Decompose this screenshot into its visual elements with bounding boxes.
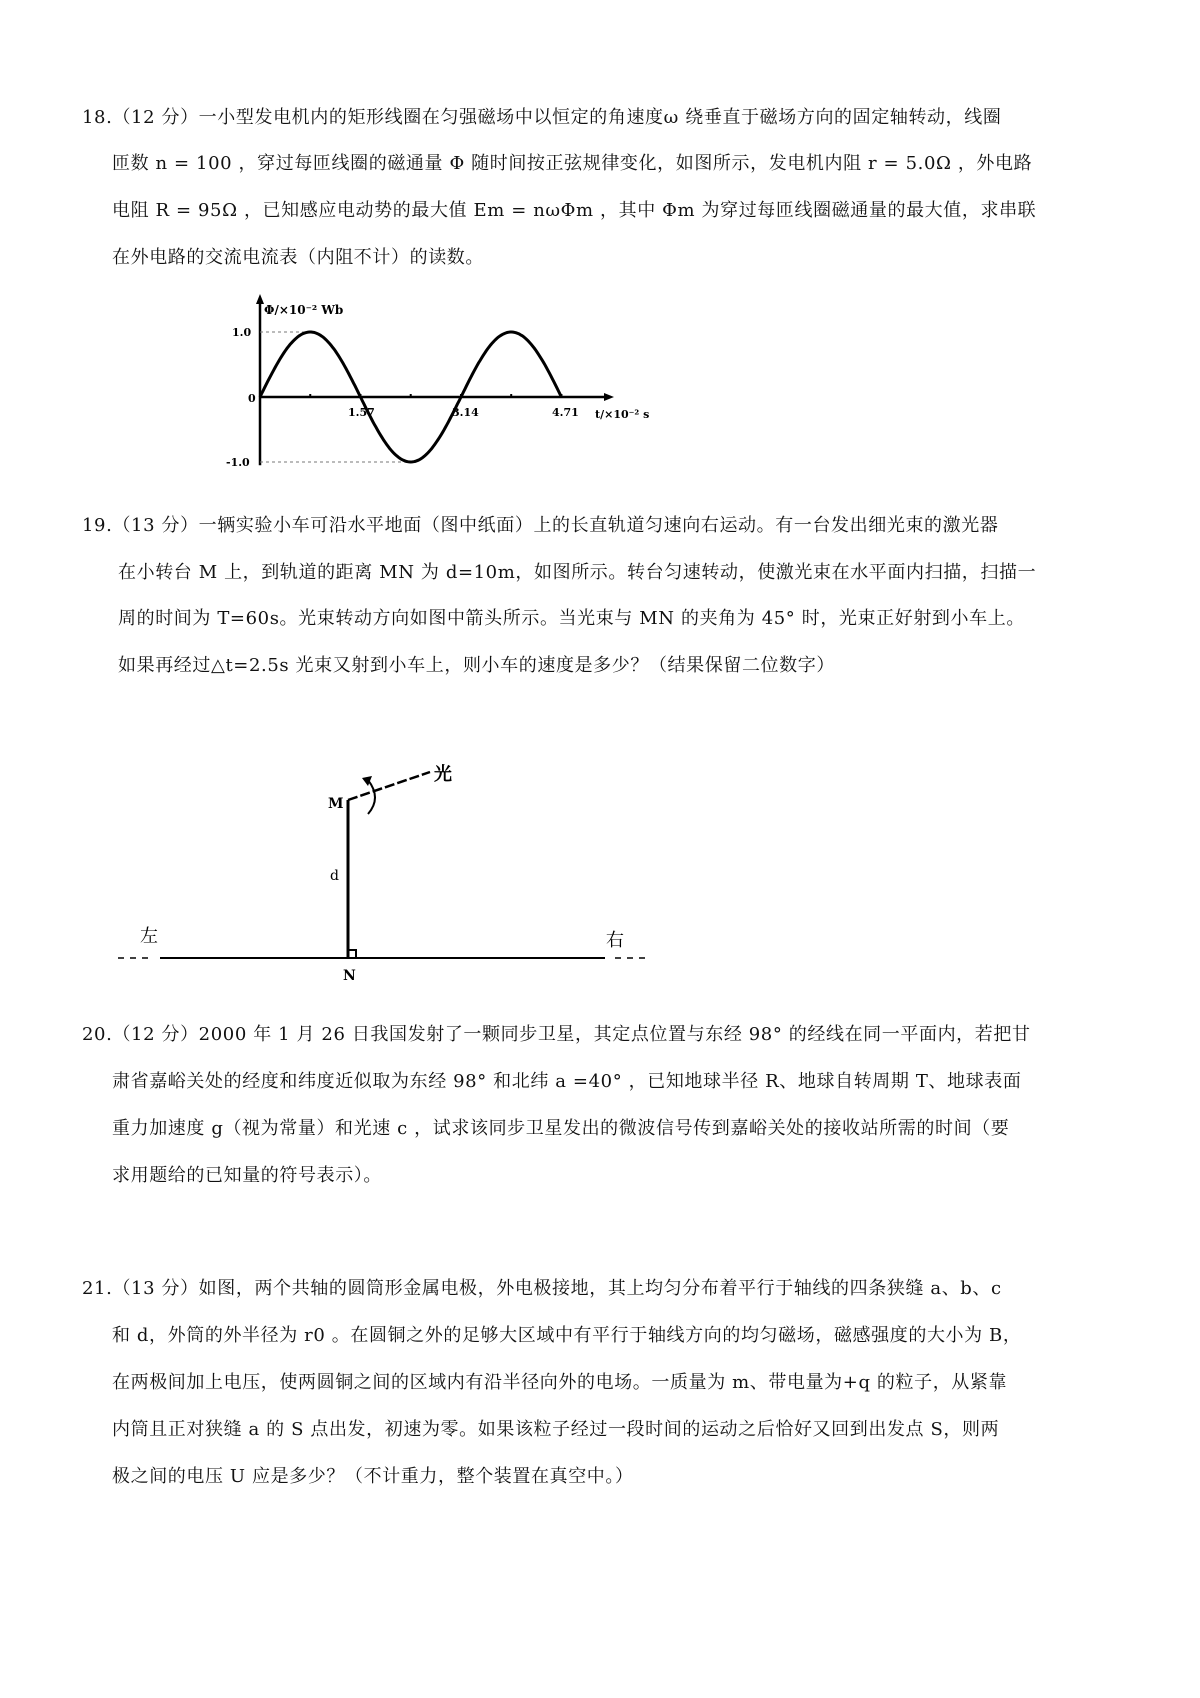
label-light: 光 [434,764,452,785]
q19-text: （13 分）一辆实验小车可沿水平地面（图中纸面）上的长直轨道匀速向右运动。有一台发出细光束的激光器 [112,515,999,536]
q19-line-1 [82,514,998,538]
y-tick-label: -1.0 [226,456,250,469]
x-axis-arrow-icon [604,393,614,401]
q21-line-3: 在两极间加上电压，使两圆铜之间的区域内有沿半径向外的电场。一质量为 m、带电量为+q 的粒子，从紧靠 [112,1372,1008,1393]
x-tick-label: 4.71 [552,406,579,419]
laser-track-diagram [100,750,680,990]
y-axis-label: Φ/×10⁻² Wb [264,303,344,317]
x-axis-label: t/×10⁻² s [595,408,650,421]
q20-line-2: 肃省嘉峪关处的经度和纬度近似取为东经 98° 和北纬 a =40° ，已知地球半径 R、地球自转周期 T、地球表面 [112,1071,1022,1092]
q18-number: 18. [82,107,113,128]
rotation-arrow-icon [368,780,375,814]
q21-line-5: 极之间的电压 U 应是多少？（不计重力，整个装置在真空中。） [112,1466,634,1487]
q19-number: 19. [82,515,113,536]
q21-number: 21. [82,1278,113,1299]
q19-line-4: 如果再经过△t=2.5s 光束又射到小车上，则小车的速度是多少？（结果保留二位数字） [118,655,835,676]
label-d: d [330,868,339,884]
q19-line-3: 周的时间为 T=60s。光束转动方向如图中箭头所示。当光束与 MN 的夹角为 45° 时，光束正好射到小车上。 [118,608,1025,629]
q20-line-1 [82,1023,1031,1047]
q21-text: （13 分）如图，两个共轴的圆筒形金属电极，外电极接地，其上均匀分布着平行于轴线的四条狭缝 a、b、c [112,1278,1002,1299]
y-axis-arrow-icon [256,294,264,304]
y-tick-label: 0 [248,392,256,405]
label-left: 左 [140,926,158,947]
q21-line-1 [82,1277,1002,1301]
q18-line-1 [82,106,1001,130]
q18-line-4: 在外电路的交流电流表（内阻不计）的读数。 [112,247,484,268]
q18-line-3: 电阻 R = 95Ω ，已知感应电动势的最大值 Em = nωΦm ，其中 Φm 为穿过每匝线圈磁通量的最大值，求串联 [112,200,1037,221]
q20-line-3: 重力加速度 g（视为常量）和光速 c ，试求该同步卫星发出的微波信号传到嘉峪关处的接收站所需的时间（要 [112,1118,1010,1139]
label-right: 右 [606,930,624,951]
q19-line-2: 在小转台 M 上，到轨道的距离 MN 为 d=10m，如图所示。转台匀速转动，使激光束在水平面内扫描，扫描一 [118,562,1037,583]
q21-line-2: 和 d，外筒的外半径为 r0 。在圆铜之外的足够大区域中有平行于轴线方向的均匀磁场，磁感强度的大小为 B， [112,1325,1022,1346]
q20-line-4: 求用题给的已知量的符号表示）。 [112,1165,382,1186]
x-tick-label: 3.14 [452,406,479,419]
q21-line-4: 内筒且正对狭缝 a 的 S 点出发，初速为零。如果该粒子经过一段时间的运动之后恰好又回到出发点 S，则两 [112,1419,1000,1440]
label-n: N [343,968,356,984]
q18-line-2: 匝数 n = 100 ，穿过每匝线圈的磁通量 Φ 随时间按正弦规律变化，如图所示，发电机内阻 r = 5.0Ω ，外电路 [112,153,1033,174]
x-tick-label: 1.57 [348,406,375,419]
q20-number: 20. [82,1024,113,1045]
flux-time-graph [200,290,680,480]
y-tick-label: 1.0 [232,326,252,339]
q20-text: （12 分）2000 年 1 月 26 日我国发射了一颗同步卫星，其定点位置与东经 98° 的经线在同一平面内，若把甘 [112,1024,1031,1045]
label-m: M [328,796,344,812]
q18-text: （12 分）一小型发电机内的矩形线圈在匀强磁场中以恒定的角速度ω 绕垂直于磁场方向的固定轴转动，线圈 [112,107,1002,128]
laser-beam [348,772,430,800]
